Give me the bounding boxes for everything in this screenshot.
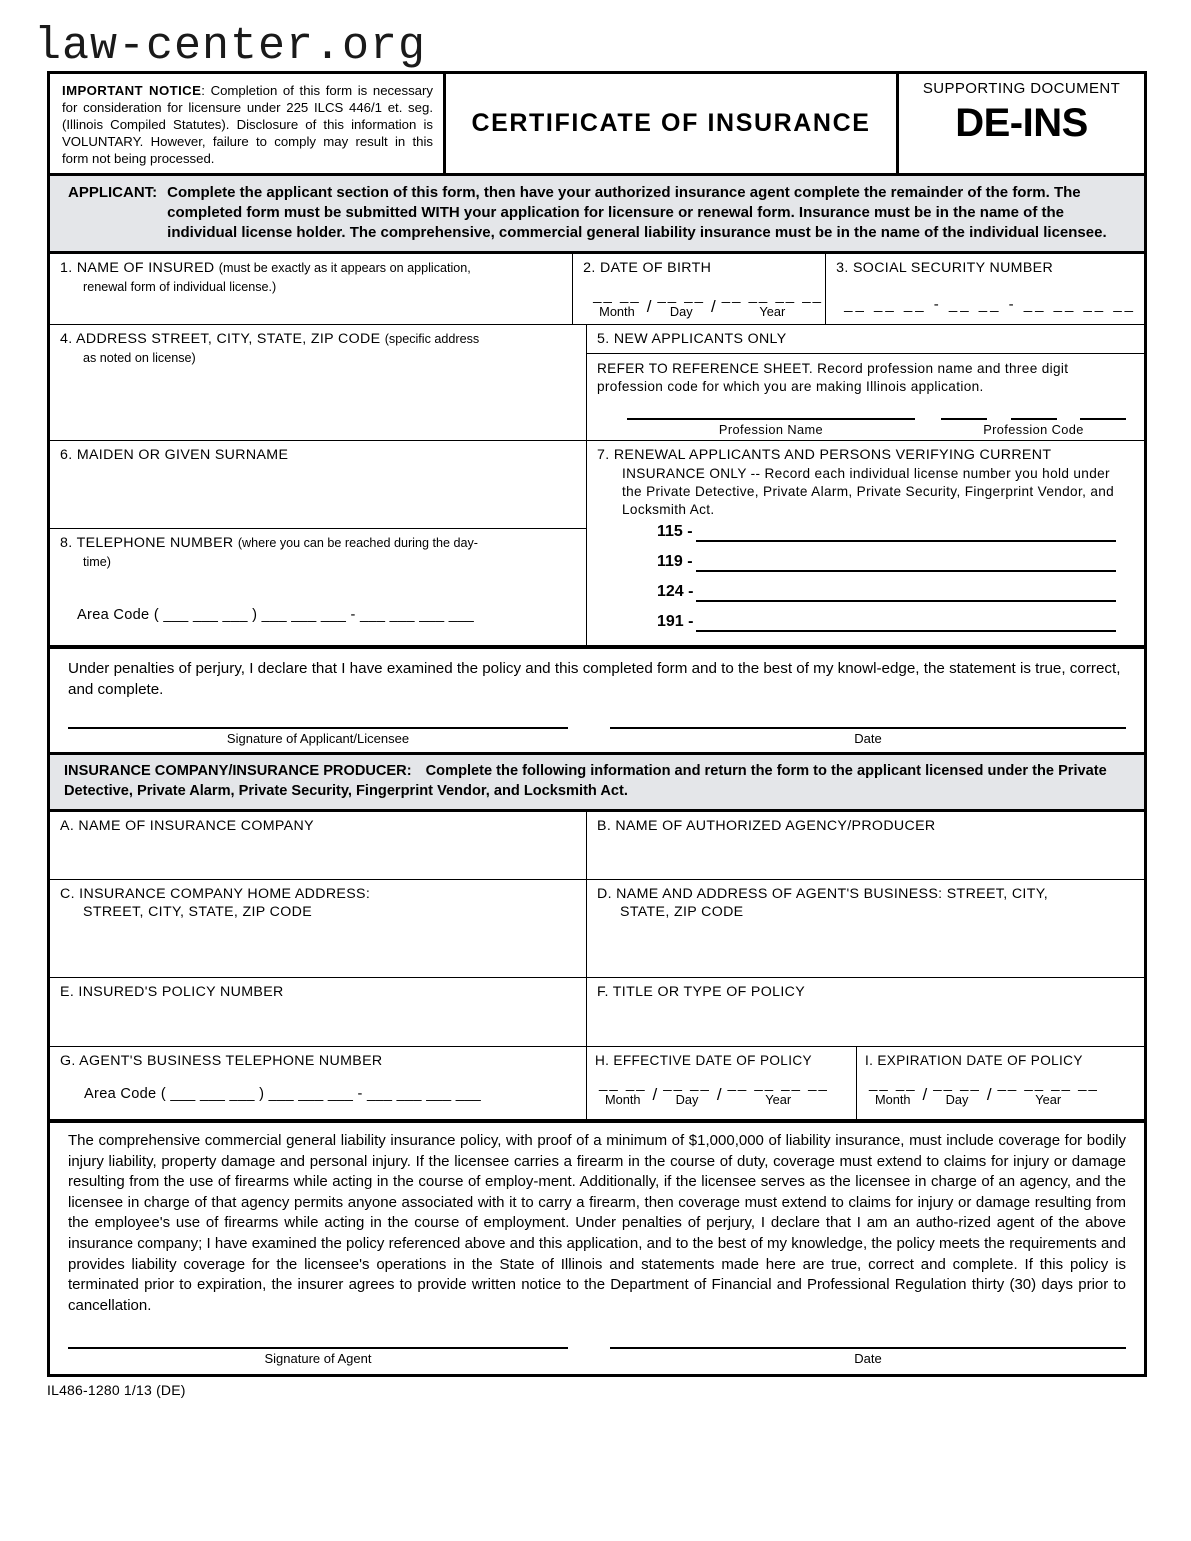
ssn-ticks: __ __ __ - __ __ - __ __ __ __ xyxy=(844,295,1136,313)
profession-code-blank[interactable] xyxy=(941,418,1126,437)
field8-hint2: time) xyxy=(83,554,111,569)
field5-body-wrap xyxy=(587,354,1144,437)
applicant-date-field[interactable] xyxy=(610,727,1126,746)
effective-separator-2: / xyxy=(716,1084,722,1104)
expiration-month-ticks: __ __ xyxy=(869,1074,917,1092)
telephone-blank-line[interactable]: Area Code ( ___ ___ ___ ) ___ ___ ___ - ___ ___ ___ ___ xyxy=(77,607,475,624)
field4-label: 4. ADDRESS STREET, CITY, STATE, ZIP CODE xyxy=(60,331,381,348)
form-row-E-F xyxy=(50,978,1144,1047)
applicant-signature-field[interactable] xyxy=(68,727,568,746)
field4-hint2: as noted on license) xyxy=(83,350,196,365)
important-notice-cell xyxy=(50,74,446,173)
agent-date-caption: Date xyxy=(854,1350,882,1366)
applicant-band-label: APPLICANT: xyxy=(68,184,158,202)
field4-hint: (specific address xyxy=(384,332,480,347)
left-column-6-8 xyxy=(50,441,586,645)
field2-label: 2. DATE OF BIRTH xyxy=(583,260,712,277)
license-blank-line[interactable] xyxy=(696,630,1116,632)
dob-month-ticks: __ __ xyxy=(593,286,641,304)
agent-signature-caption: Signature of Agent xyxy=(264,1350,372,1366)
applicant-band-text: Complete the applicant section of this form, then have your authorized insurance agent complete the remainder of the form. The completed form must be submitted WITH your application for licensure or renewal form. Insurance must be in the name of the individual license holder. The comprehensive, commercial general liability insurance must be in the name of the individual licensee. xyxy=(167,184,1107,242)
expiration-separator-2: / xyxy=(986,1084,992,1104)
dob-year-caption: Year xyxy=(759,303,786,319)
license-number-list xyxy=(597,519,1130,640)
form-row-2 xyxy=(50,325,1144,441)
effective-month-caption: Month xyxy=(604,1091,641,1107)
applicant-declaration-text: Under penalties of perjury, I declare that I have examined the policy and this completed form and to the best of my knowl-edge, the statement is true, correct, and complete. xyxy=(68,660,1121,699)
supporting-document-label: SUPPORTING DOCUMENT xyxy=(922,80,1121,97)
effective-separator-1: / xyxy=(652,1084,658,1104)
field3-label: 3. SOCIAL SECURITY NUMBER xyxy=(836,260,1054,277)
license-prefix: 119 - xyxy=(657,553,693,571)
field5-header xyxy=(587,325,1144,353)
fieldC-label2: STREET, CITY, STATE, ZIP CODE xyxy=(83,904,313,921)
form-row-C-D xyxy=(50,880,1144,978)
field-maiden-surname[interactable] xyxy=(50,441,586,529)
expiration-year-ticks: __ __ __ __ xyxy=(997,1074,1099,1092)
fieldE-label: E. INSURED'S POLICY NUMBER xyxy=(60,983,284,1000)
effective-year-ticks: __ __ __ __ xyxy=(727,1074,829,1092)
fieldI-label: I. EXPIRATION DATE OF POLICY xyxy=(865,1052,1083,1068)
fieldH-label: H. EFFECTIVE DATE OF POLICY xyxy=(595,1052,812,1068)
field-date-of-birth[interactable] xyxy=(572,254,825,324)
legal-paragraph-block xyxy=(50,1120,1144,1374)
agent-date-field[interactable] xyxy=(610,1347,1126,1366)
form-row-G-H-I xyxy=(50,1047,1144,1120)
field-insurance-company-address[interactable] xyxy=(50,880,586,977)
producer-band-text: Complete the following information and return the form to the applicant licensed under the Private Detective, Private Alarm, Private Security, Fingerprint Vendor, and Locksmith Act. xyxy=(64,763,1107,799)
license-row[interactable] xyxy=(657,553,1116,572)
license-blank-line[interactable] xyxy=(696,540,1116,542)
profession-name-caption: Profession Name xyxy=(718,422,824,438)
producer-band-label: INSURANCE COMPANY/INSURANCE PRODUCER: xyxy=(64,763,412,780)
expiration-day-caption: Day xyxy=(945,1091,969,1107)
site-url-watermark: law-center.org xyxy=(34,21,427,72)
field1-label: 1. NAME OF INSURED xyxy=(60,260,215,277)
expiration-month-caption: Month xyxy=(874,1091,911,1107)
dob-month-caption: Month xyxy=(599,303,635,319)
form-number-footer: IL486-1280 1/13 (DE) xyxy=(47,1381,186,1398)
field-new-applicants-only[interactable] xyxy=(586,325,1144,440)
license-prefix: 124 - xyxy=(657,583,694,601)
form-row-A-B xyxy=(50,812,1144,880)
fieldG-label: G. AGENT'S BUSINESS TELEPHONE NUMBER xyxy=(60,1052,383,1069)
important-notice-label: IMPORTANT NOTICE xyxy=(62,83,202,98)
legal-paragraph-text: The comprehensive commercial general liability insurance policy, with proof of a minimum of $1,000,000 of liability insurance, must include coverage for bodily injury liability, property damage and personal injury. If the licensee carries a firearm in the course of duty, coverage must extend to claims for injury or damage resulting from the use of firearms while acting in the course of employ-ment. Additionally, if the licensee serves as the licensee in charge of an agency, and the licensee in charge of that agency permits anyone associated with it to carry a firearm, then coverage must extend to claims for injury or damage resulting from the employee's use of firearms while acting in the course of employment. Under penalties of perjury, I declare that I am an autho-rized agent of the above insurance company; I have examined the policy referenced above and this application, and to the best of my knowledge, the policy meets the requirements and provides liability coverage for the licensee's operations in the State of Illinois and statements made here are true, correct and complete. If this policy is terminated prior to expiration, the insurer agrees to provide written notice to the Department of Financial and Professional Regulation thirty (30) days prior to cancellation. xyxy=(68,1131,1126,1314)
profession-name-blank[interactable] xyxy=(627,418,915,437)
effective-day-ticks: __ __ xyxy=(663,1074,711,1092)
form-header-band xyxy=(50,74,1144,176)
expiration-separator-1: / xyxy=(922,1084,928,1104)
field7-label: 7. RENEWAL APPLICANTS AND PERSONS VERIFYING CURRENT xyxy=(597,447,1052,464)
form-code-cell xyxy=(899,74,1144,173)
agent-signature-field[interactable] xyxy=(68,1347,568,1366)
applicant-signature-caption: Signature of Applicant/Licensee xyxy=(226,731,410,747)
form-outer-frame xyxy=(47,71,1147,1377)
license-row[interactable] xyxy=(657,523,1116,542)
form-row-1 xyxy=(50,254,1144,325)
profession-code-caption: Profession Code xyxy=(983,422,1084,438)
applicant-declaration-block xyxy=(50,646,1144,752)
agent-telephone-blank-line[interactable]: Area Code ( ___ ___ ___ ) ___ ___ ___ - ___ ___ ___ ___ xyxy=(84,1086,482,1103)
form-row-3 xyxy=(50,441,1144,646)
field7-body: INSURANCE ONLY -- Record each individual license number you hold under the Private Detective, Private Alarm, Private Security, Fingerprint Vendor, and Locksmith Act. xyxy=(622,465,1115,518)
effective-year-caption: Year xyxy=(765,1091,792,1107)
applicant-instruction-band xyxy=(50,176,1144,254)
dob-day-ticks: __ __ xyxy=(657,286,705,304)
field8-hint: (where you can be reached during the day- xyxy=(237,536,478,551)
dob-separator-2: / xyxy=(711,296,716,316)
license-prefix: 191 - xyxy=(657,613,694,631)
field8-label: 8. TELEPHONE NUMBER xyxy=(60,535,234,552)
fieldB-label: B. NAME OF AUTHORIZED AGENCY/PRODUCER xyxy=(597,817,936,834)
effective-day-caption: Day xyxy=(675,1091,699,1107)
producer-instruction-band xyxy=(50,752,1144,812)
applicant-signature-row xyxy=(50,701,1144,752)
effective-month-ticks: __ __ xyxy=(599,1074,647,1092)
field-address[interactable] xyxy=(50,325,586,440)
license-blank-line[interactable] xyxy=(696,600,1116,602)
field-policy-type[interactable] xyxy=(586,978,1144,1046)
license-row[interactable] xyxy=(657,583,1116,602)
field-authorized-agency-name[interactable] xyxy=(586,812,1144,879)
fieldD-label: D. NAME AND ADDRESS OF AGENT'S BUSINESS: STREET, CITY, xyxy=(597,885,1049,902)
field-expiration-date[interactable] xyxy=(856,1047,1144,1119)
field-agent-telephone[interactable] xyxy=(50,1047,586,1119)
field-social-security-number[interactable] xyxy=(825,254,1144,324)
applicant-date-caption: Date xyxy=(854,731,882,747)
field-effective-date[interactable] xyxy=(586,1047,856,1119)
dob-year-ticks: __ __ __ __ xyxy=(721,286,823,304)
field-policy-number[interactable] xyxy=(50,978,586,1046)
form-title-cell xyxy=(446,74,899,173)
important-notice-text: : Completion of this form is necessary for consideration for licensure under 225 ILCS 446/1 et. seg. (Illinois Compiled Statutes). Disclosure of this information is VOLUNTARY. However, failure to comply may result in this form not being processed. xyxy=(62,83,433,167)
license-blank-line[interactable] xyxy=(696,570,1116,572)
agent-signature-row xyxy=(50,1317,1144,1374)
fieldC-label: C. INSURANCE COMPANY HOME ADDRESS: xyxy=(60,885,371,902)
dob-day-caption: Day xyxy=(669,303,693,319)
field-insurance-company-name[interactable] xyxy=(50,812,586,879)
page-title: CERTIFICATE OF INSURANCE xyxy=(471,109,871,138)
fieldD-label2: STATE, ZIP CODE xyxy=(620,904,744,921)
dob-separator-1: / xyxy=(646,296,652,316)
expiration-day-ticks: __ __ xyxy=(933,1074,981,1092)
field6-label: 6. MAIDEN OR GIVEN SURNAME xyxy=(60,447,289,464)
field5-label: 5. NEW APPLICANTS ONLY xyxy=(597,331,787,348)
expiration-year-caption: Year xyxy=(1035,1091,1062,1107)
field-agent-business-address[interactable] xyxy=(586,880,1144,977)
fieldA-label: A. NAME OF INSURANCE COMPANY xyxy=(60,817,314,834)
field-name-of-insured[interactable] xyxy=(50,254,572,324)
fieldF-label: F. TITLE OR TYPE OF POLICY xyxy=(597,983,806,1000)
license-row[interactable] xyxy=(657,613,1116,632)
license-prefix: 115 - xyxy=(657,523,693,541)
field1-hint: (must be exactly as it appears on application, xyxy=(218,261,471,276)
field1-hint2: renewal form of individual license.) xyxy=(83,279,277,294)
form-code: DE-INS xyxy=(955,101,1088,145)
field5-body: REFER TO REFERENCE SHEET. Record profession name and three digit profession code for which you are making Illinois application. xyxy=(597,360,1069,394)
field-telephone-number[interactable] xyxy=(50,529,586,645)
field-renewal-applicants[interactable] xyxy=(586,441,1144,645)
